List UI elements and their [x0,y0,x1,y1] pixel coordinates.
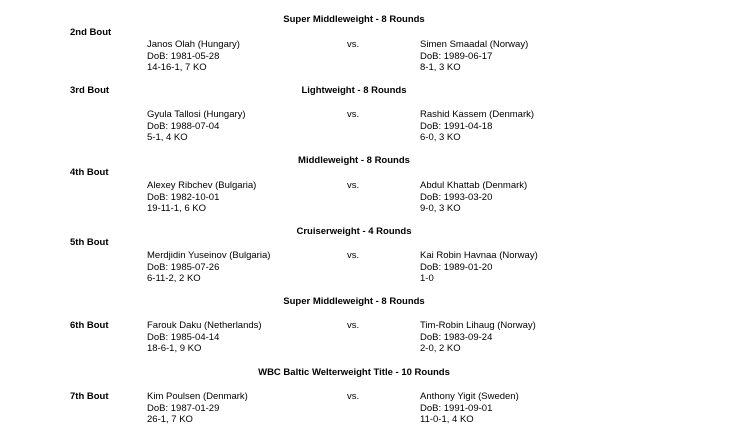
fighter-name: Simen Smaadal (Norway) [420,39,529,50]
right-fighter [420,109,534,144]
fighter-record: 2-0, 2 KO [420,343,461,354]
vs-label: vs. [347,391,360,402]
fighter-dob: DoB: 1993-03-20 [420,191,493,203]
left-fighter [147,320,262,355]
fighter-record: 11-0-1, 4 KO [420,414,474,425]
fighter-record: 18-6-1, 9 KO [147,343,202,354]
division-title: Super Middleweight - 8 Rounds [283,14,425,25]
vs-label: vs. [347,320,360,331]
fighter-name: Tim-Robin Lihaug (Norway) [420,320,536,331]
fighter-dob: DoB: 1987-01-29 [147,402,220,414]
vs-label: vs. [347,250,360,261]
vs-label: vs. [347,180,360,191]
bout-block [0,296,746,366]
left-fighter [147,180,256,215]
division-title: Cruiserweight - 4 Rounds [296,226,412,237]
division-title: Super Middleweight - 8 Rounds [283,296,425,307]
left-fighter [147,250,270,285]
bout-label: 2nd Bout [70,27,112,38]
fighter-record: 19-11-1, 6 KO [147,203,206,214]
left-fighter [147,109,246,144]
division-title: WBC Baltic Welterweight Title - 10 Rounds [258,367,450,378]
left-fighter [147,39,240,74]
fighter-name: Kai Robin Havnaa (Norway) [420,250,538,261]
fighter-dob: DoB: 1989-01-20 [420,261,493,273]
fighter-name: Farouk Daku (Netherlands) [147,320,262,331]
fighter-record: 6-11-2, 2 KO [147,273,201,284]
fighter-name: Rashid Kassem (Denmark) [420,109,535,120]
division-title: Lightweight - 8 Rounds [301,85,407,96]
fighter-dob: DoB: 1981-05-28 [147,50,220,62]
fighter-record: 1-0 [420,273,434,284]
fighter-name: Alexey Ribchev (Bulgaria) [147,180,257,191]
bout-block [0,226,746,296]
right-fighter [420,320,536,355]
fighter-name: Janos Olah (Hungary) [147,39,240,50]
fighter-record: 6-0, 3 KO [420,132,461,143]
fighter-dob: DoB: 1985-04-14 [147,331,220,343]
vs-label: vs. [347,109,360,120]
fighter-dob: DoB: 1991-09-01 [420,402,493,414]
division-title: Middleweight - 8 Rounds [298,155,410,166]
bout-block [0,367,746,437]
right-fighter [420,180,527,215]
bout-label: 4th Bout [70,167,109,178]
fighter-record: 26-1, 7 KO [147,414,193,425]
fighter-record: 14-16-1, 7 KO [147,62,207,73]
left-fighter [147,391,248,426]
fighter-name: Gyula Tallosi (Hungary) [147,109,246,120]
bout-label: 6th Bout [70,320,109,331]
fighter-record: 8-1, 3 KO [420,62,461,73]
bout-label: 3rd Bout [70,85,110,96]
fighter-record: 5-1, 4 KO [147,132,188,143]
fighter-dob: DoB: 1983-09-24 [420,331,493,343]
fighter-dob: DoB: 1985-07-26 [147,261,220,273]
bout-label: 7th Bout [70,391,109,402]
fighter-dob: DoB: 1989-06-17 [420,50,493,62]
fighter-record: 9-0, 3 KO [420,203,461,214]
right-fighter [420,250,538,285]
bout-block [0,14,746,84]
right-fighter [420,39,528,74]
fighter-name: Merdjidin Yuseinov (Bulgaria) [147,250,271,261]
fighter-name: Anthony Yigit (Sweden) [420,391,519,402]
bout-block [0,85,746,155]
vs-label: vs. [347,39,360,50]
fighter-dob: DoB: 1982-10-01 [147,191,220,203]
right-fighter [420,391,519,426]
fighter-name: Kim Poulsen (Denmark) [147,391,248,402]
bout-block [0,155,746,225]
bout-label: 5th Bout [70,237,109,248]
fighter-name: Abdul Khattab (Denmark) [420,180,528,191]
fighter-dob: DoB: 1988-07-04 [147,120,220,132]
fighter-dob: DoB: 1991-04-18 [420,120,493,132]
